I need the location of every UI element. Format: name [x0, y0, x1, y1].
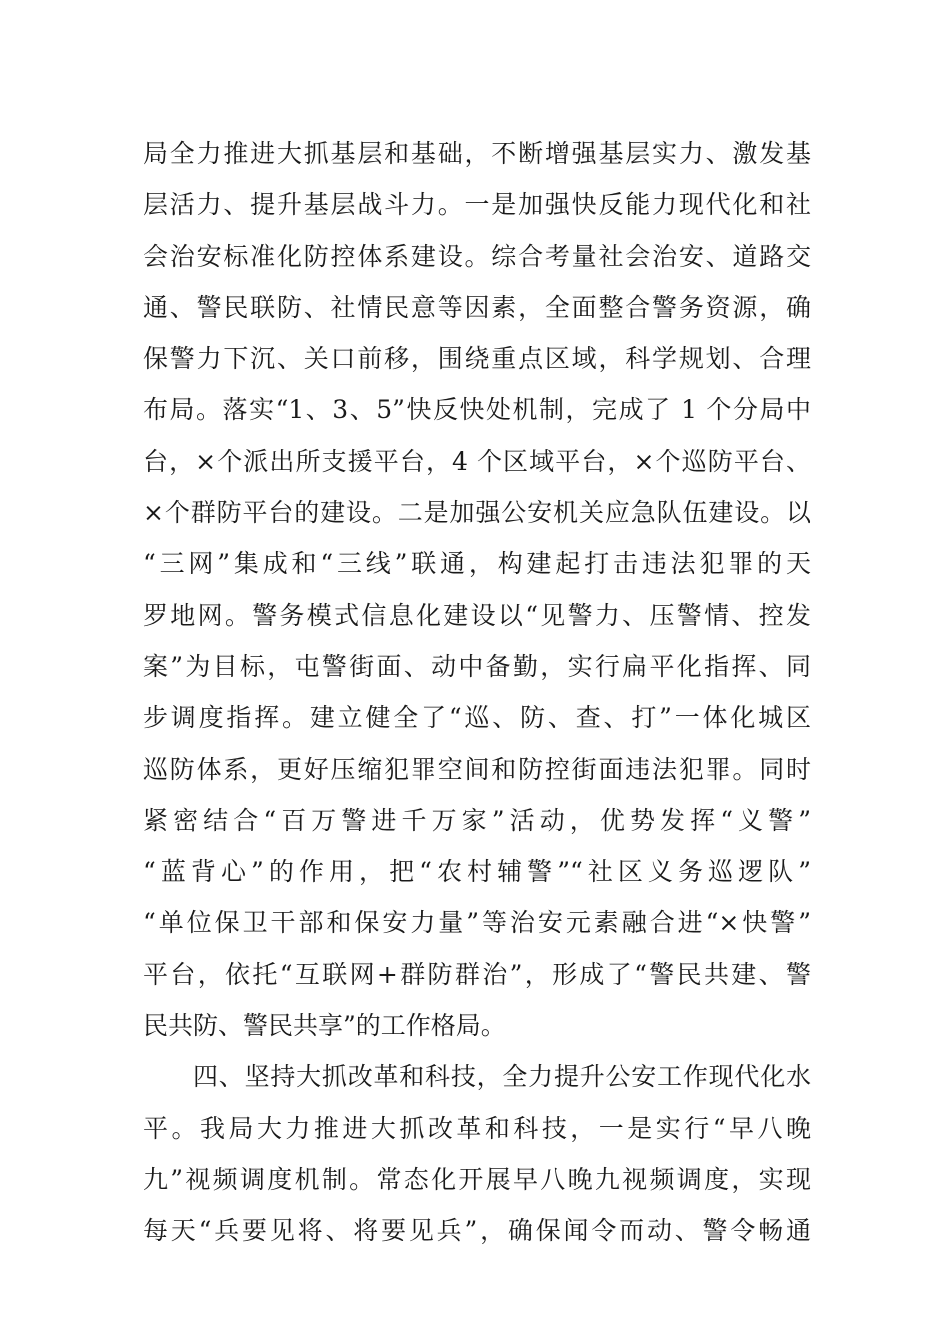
- text-line-6: 布局。落实“1、3、5”快反快处机制，完成了 1 个分局中: [143, 395, 811, 425]
- text-line-7: 台，×个派出所支援平台，4 个区域平台，×个巡防平台、: [143, 446, 811, 476]
- text-line-12: 步调度指挥。建立健全了“巡、防、查、打”一体化城区: [143, 703, 811, 733]
- text-line-15: “蓝背心”的作用，把“农村辅警”“社区义务巡逻队”: [143, 857, 811, 887]
- text-line-1: 局全力推进大抓基层和基础，不断增强基层实力、激发基: [143, 139, 811, 168]
- text-line-8: ×个群防平台的建设。二是加强公安机关应急队伍建设。以: [143, 498, 811, 528]
- text-line-20: 平。我局大力推进大抓改革和科技，一是实行“早八晚: [143, 1113, 811, 1143]
- body-text: [143, 128, 811, 1257]
- text-line-10: 罗地网。警务模式信息化建设以“见警力、压警情、控发: [143, 600, 811, 630]
- text-line-3: 会治安标准化防控体系建设。综合考量社会治安、道路交: [143, 241, 811, 271]
- text-line-9: “三网”集成和“三线”联通，构建起打击违法犯罪的天: [143, 549, 811, 579]
- text-line-14: 紧密结合“百万警进千万家”活动，优势发挥“义警”: [143, 805, 811, 835]
- text-line-11: 案”为目标，屯警街面、动中备勤，实行扁平化指挥、同: [143, 651, 811, 681]
- text-line-2: 层活力、提升基层战斗力。一是加强快反能力现代化和社: [143, 190, 811, 220]
- text-line-22: 每天“兵要见将、将要见兵”，确保闻令而动、警令畅通: [143, 1216, 811, 1246]
- text-line-4: 通、警民联防、社情民意等因素，全面整合警务资源，确: [143, 292, 811, 322]
- text-line-21: 九”视频调度机制。常态化开展早八晚九视频调度，实现: [143, 1164, 811, 1194]
- text-line-17: 平台，依托“互联网+群防群治”，形成了“警民共建、警: [143, 959, 811, 989]
- text-line-19: 四、坚持大抓改革和科技，全力提升公安工作现代化水: [193, 1062, 811, 1092]
- text-line-18: 民共防、警民共享”的工作格局。: [143, 1011, 506, 1041]
- text-line-16: “单位保卫干部和保安力量”等治安元素融合进“×快警”: [143, 908, 811, 938]
- text-line-13: 巡防体系，更好压缩犯罪空间和防控街面违法犯罪。同时: [143, 754, 811, 784]
- text-line-5: 保警力下沉、关口前移，围绕重点区域，科学规划、合理: [143, 344, 811, 374]
